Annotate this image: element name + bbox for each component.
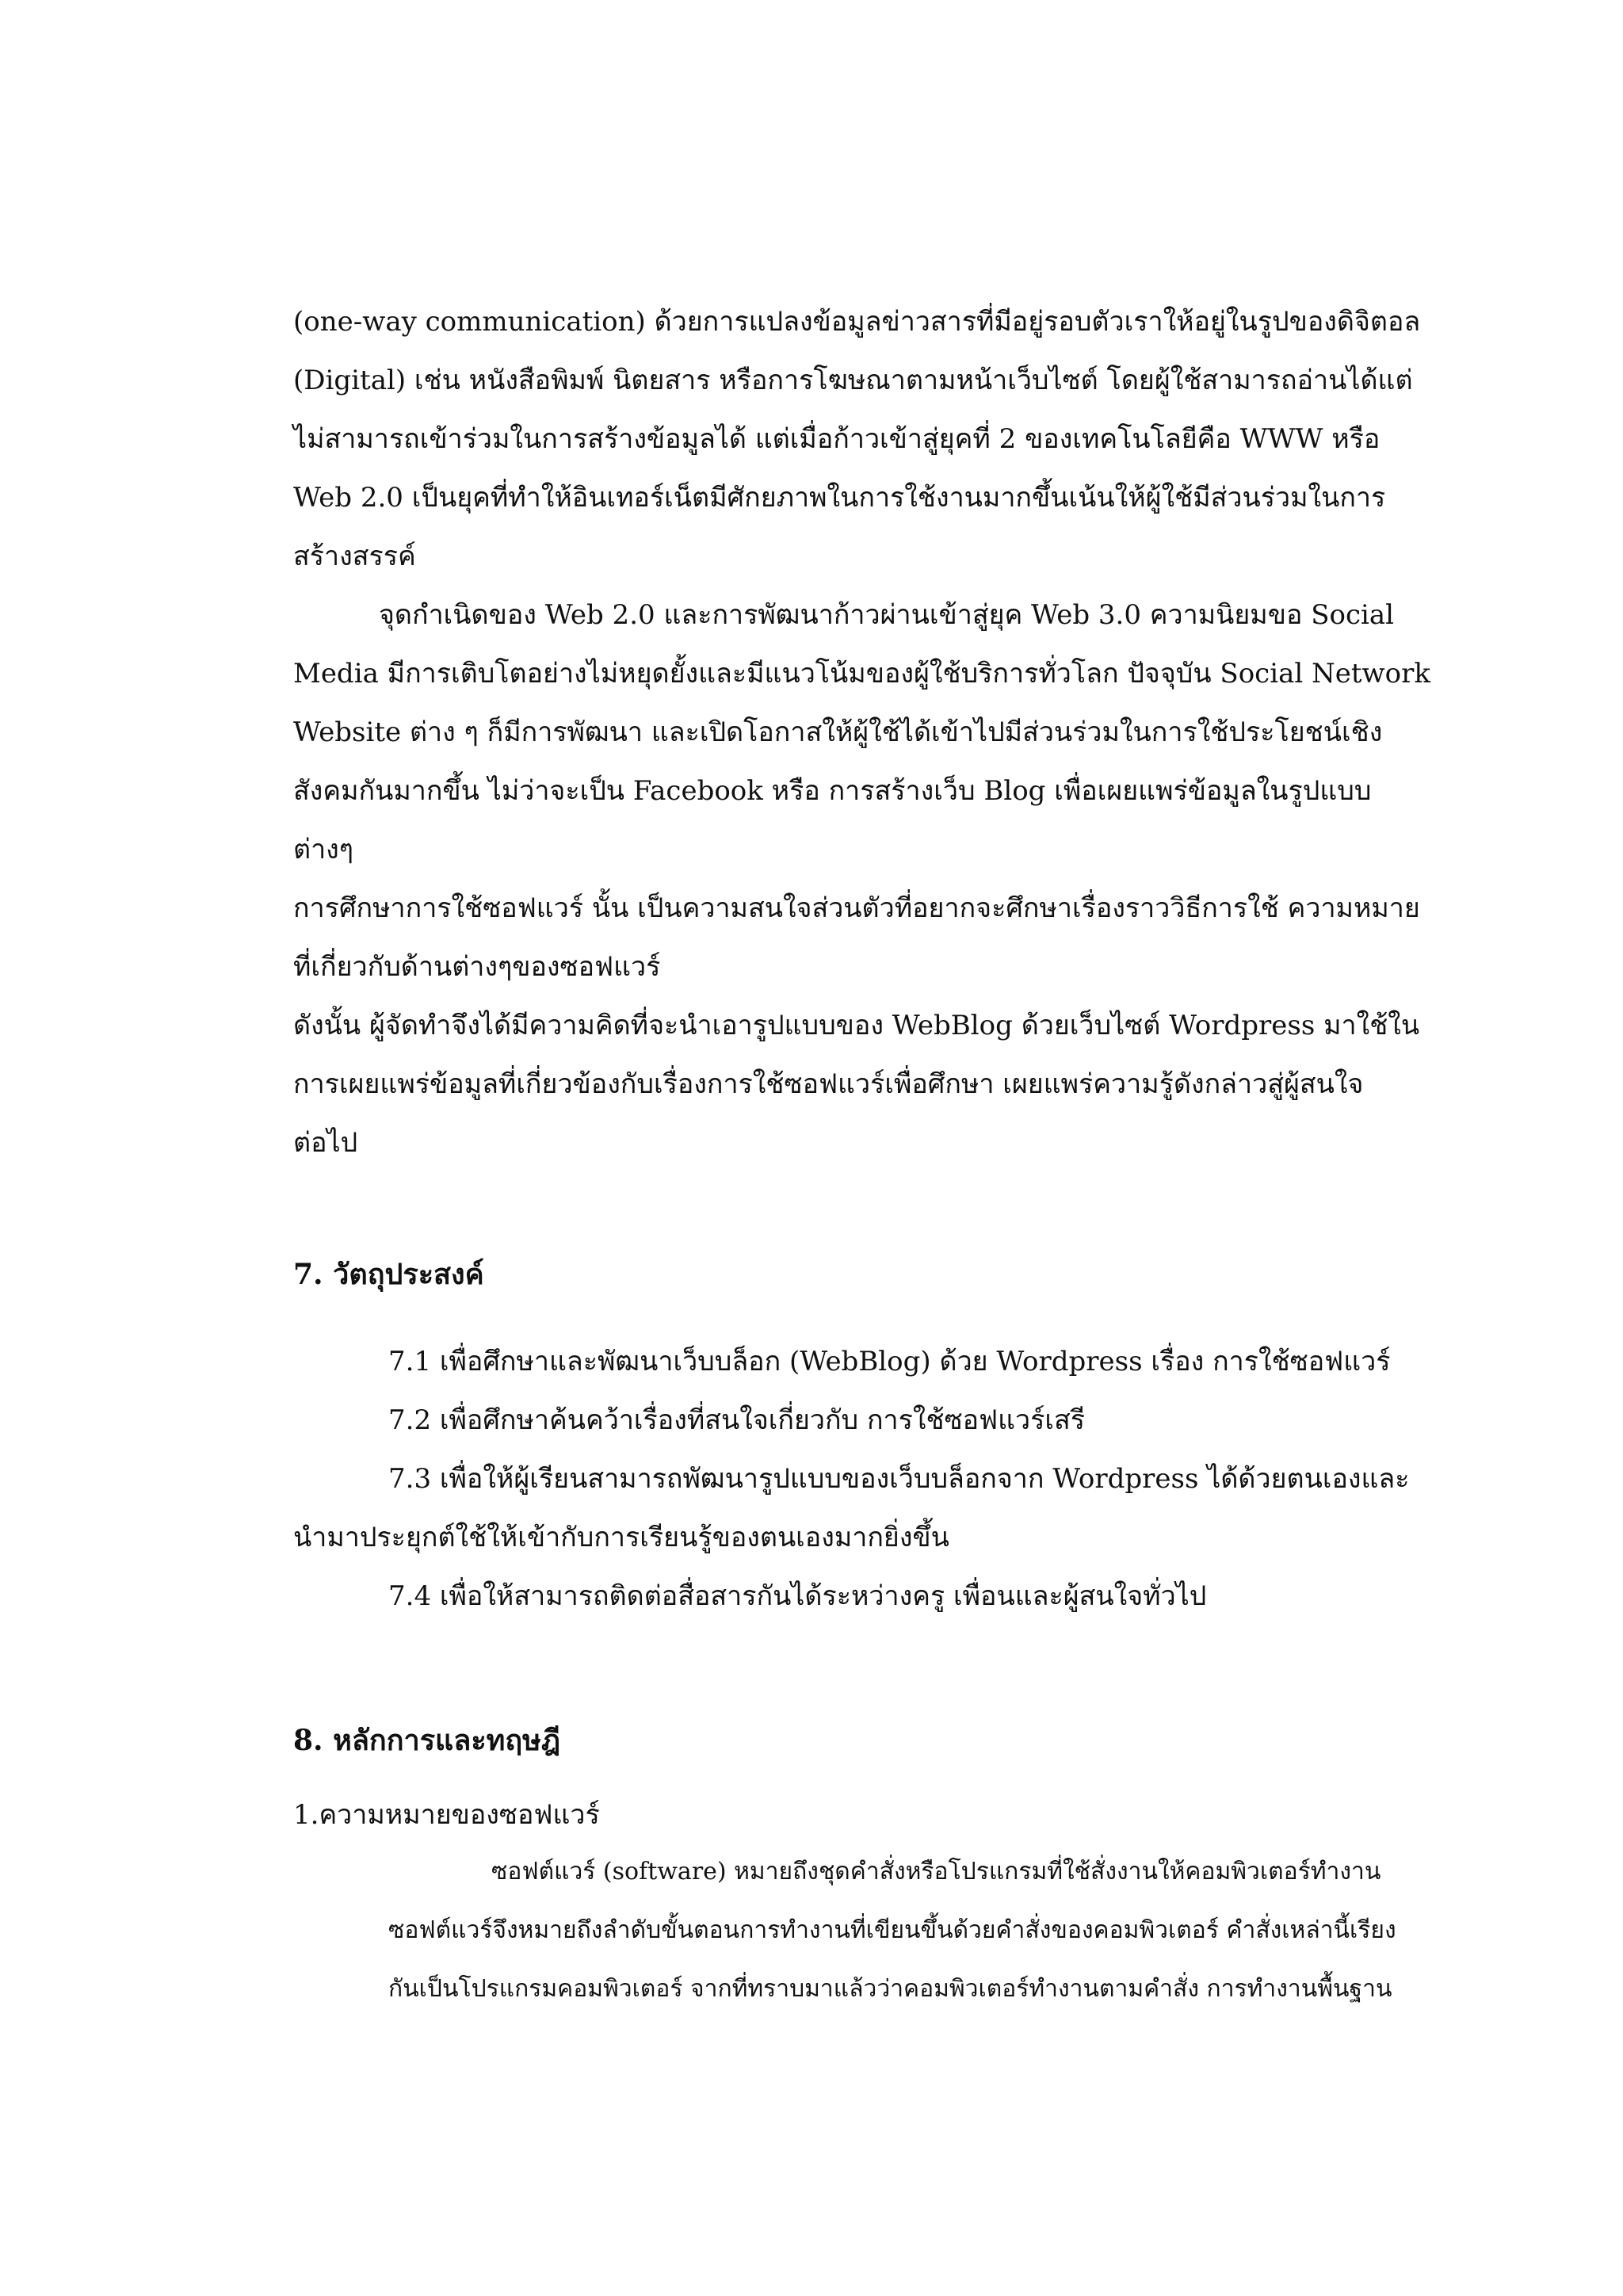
objective-item: 7.3 เพื่อให้ผู้เรียนสามารถพัฒนารูปแบบของเว็บบล็อกจาก Wordpress ได้ด้วยตนเองและ (388, 1463, 1410, 1495)
paragraph-line: ต่างๆ (293, 834, 354, 865)
paragraph-line: ดังนั้น ผู้จัดทำจึงได้มีความคิดที่จะนำเอารูปแบบของ WebBlog ด้วยเว็บไซต์ Wordpress มาใช้ใน (293, 1010, 1420, 1041)
paragraph-line: สังคมกันมากขึ้น ไม่ว่าจะเป็น Facebook หรือ การสร้างเว็บ Blog เพื่อเผยแพร่ข้อมูลในรูปแบบ (293, 775, 1372, 807)
paragraph-line: ซอฟต์แวร์จึงหมายถึงลำดับขั้นตอนการทำงานที่เขียนขึ้นด้วยคำสั่งของคอมพิวเตอร์ คำสั่งเหล่านี้เรียง (388, 1916, 1396, 1944)
paragraph-line: Media มีการเติบโตอย่างไม่หยุดยั้งและมีแนวโน้มของผู้ใช้บริการทั่วโลก ปัจจุบัน Social Network (293, 658, 1430, 690)
objective-item-continuation: นำมาประยุกต์ใช้ให้เข้ากับการเรียนรู้ของตนเองมากยิ่งขึ้น (293, 1522, 949, 1553)
paragraph-line: (Digital) เช่น หนังสือพิมพ์ นิตยสาร หรือการโฆษณาตามหน้าเว็บไซต์ โดยผู้ใช้สามารถอ่านได้แต่ (293, 365, 1413, 396)
paragraph-line: การศึกษาการใช้ซอฟแวร์ นั้น เป็นความสนใจส่วนตัวที่อยากจะศึกษาเรื่องราววิธีการใช้ ความหมาย (293, 892, 1420, 924)
paragraph-line: ไม่สามารถเข้าร่วมในการสร้างข้อมูลได้ แต่เมื่อก้าวเข้าสู่ยุคที่ 2 ของเทคโนโลยีคือ WWW หรือ (293, 423, 1381, 455)
paragraph-line: Web 2.0 เป็นยุคที่ทำให้อินเทอร์เน็ตมีศักยภาพในการใช้งานมากขึ้นเน้นให้ผู้ใช้มีส่วนร่วมในการ (293, 482, 1386, 514)
paragraph-line: จุดกำเนิดของ Web 2.0 และการพัฒนาก้าวผ่านเข้าสู่ยุค Web 3.0 ความนิยมขอ Social (379, 599, 1395, 631)
paragraph-line: ต่อไป (293, 1127, 358, 1159)
paragraph-line: ที่เกี่ยวกับด้านต่างๆของซอฟแวร์ (293, 951, 661, 983)
paragraph-line: สร้างสรรค์ (293, 541, 416, 572)
section-heading: 7. วัตถุประสงค์ (293, 1258, 484, 1291)
paragraph-line: Website ต่าง ๆ ก็มีการพัฒนา และเปิดโอกาสให้ผู้ใช้ได้เข้าไปมีส่วนร่วมในการใช้ประโยชน์เชิง (293, 716, 1383, 748)
section-heading: 8. หลักการและทฤษฎี (293, 1724, 561, 1757)
paragraph-line: (one-way communication) ด้วยการแปลงข้อมูลข่าวสารที่มีอยู่รอบตัวเราให้อยู่ในรูปของดิจิตอล (293, 306, 1421, 338)
paragraph-line: ซอฟต์แวร์ (software) หมายถึงชุดคำสั่งหรือโปรแกรมที่ใช้สั่งงานให้คอมพิวเตอร์ทำงาน (491, 1858, 1381, 1885)
paragraph-line: การเผยแพร่ข้อมูลที่เกี่ยวข้องกับเรื่องการใช้ซอฟแวร์เพื่อศึกษา เผยแพร่ความรู้ดังกล่าวสู่ผู้สนใจ (293, 1068, 1364, 1100)
objective-item: 7.4 เพื่อให้สามารถติดต่อสื่อสารกันได้ระหว่างครู เพื่อนและผู้สนใจทั่วไป (388, 1580, 1207, 1612)
objective-item: 7.2 เพื่อศึกษาค้นคว้าเรื่องที่สนใจเกี่ยวกับ การใช้ซอฟแวร์เสรี (388, 1404, 1086, 1436)
subsection-heading: 1.ความหมายของซอฟแวร์ (293, 1799, 600, 1831)
paragraph-line: กันเป็นโปรแกรมคอมพิวเตอร์ จากที่ทราบมาแล้วว่าคอมพิวเตอร์ทำงานตามคำสั่ง การทำงานพื้นฐาน (388, 1975, 1392, 2003)
objective-item: 7.1 เพื่อศึกษาและพัฒนาเว็บบล็อก (WebBlog) ด้วย Wordpress เรื่อง การใช้ซอฟแวร์ (388, 1346, 1391, 1377)
